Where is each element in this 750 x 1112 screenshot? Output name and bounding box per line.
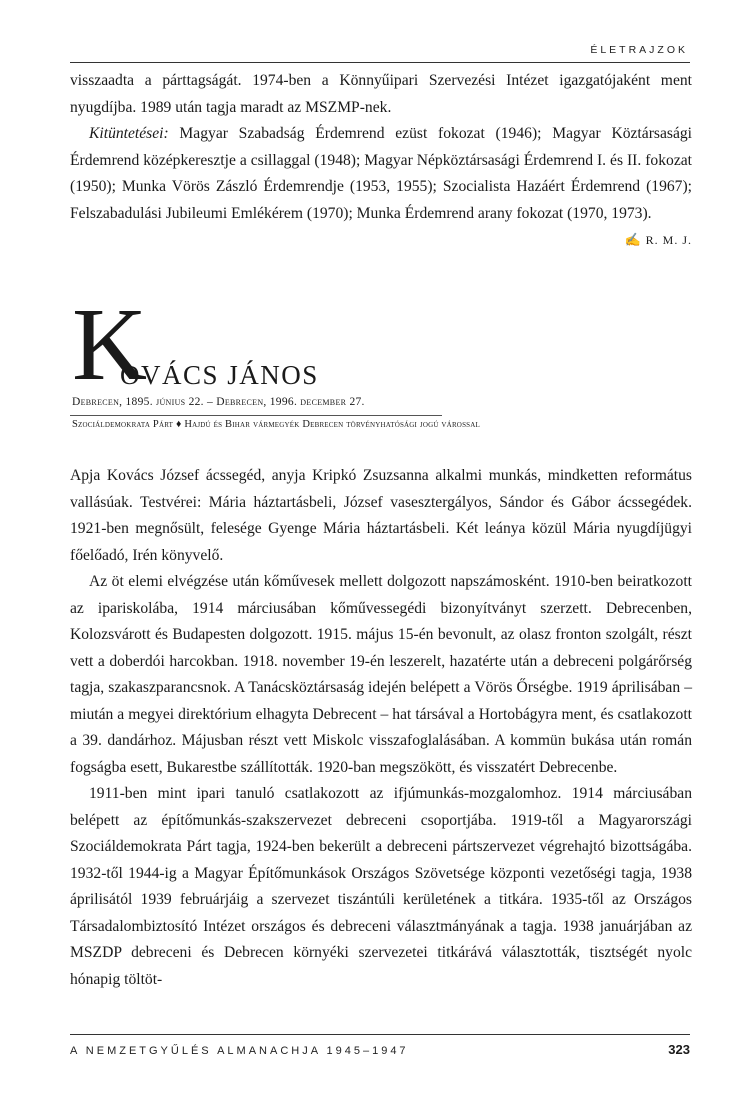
previous-entry-paragraph: visszaadta a párttagságát. 1974-ben a Könnyűipari Szervezési Intézet igazgatójaként ment nyugdíjba. 1989 után tagja maradt az MSZMP-nek. (70, 72, 692, 116)
previous-entry (70, 68, 692, 254)
signature-initials: R. M. J. (645, 233, 692, 247)
pen-writing-icon: ✍ (624, 232, 642, 247)
entry-body (70, 463, 692, 993)
honors-paragraph (70, 121, 692, 247)
body-paragraph-career: Az öt elemi elvégzése után kőművesek mellett dolgozott napszámosként. 1910-ben beiratkozott az ipariskolába, 1914 márciusában kőművessegédi bizonyítványt szerzett. Debrecenben, Kolozsvárott és Budapesten dolgozott. 1915. május 15-én bevonult, az olasz fronton szolgált, részt vett a doberdói harcokban. 1918. november 19-én leszerelt, hazatérte után a debreceni polgárőrség tagja, szakaszparancsnok. A Tanácsköztársaság idején belépett a Vörös Őrségbe. 1919 áprilisában – miután a megyei direktórium elhagyta Debrecent – hat társával a Hortobágyra ment, és csatlakozott a 39. dandárhoz. Májusban részt vett Miskolc visszafoglalásában. A kommün bukása után román fogságba esett, Bukarestbe szállították. 1920-ban megszökött, és visszatért Debrecenbe. (70, 573, 692, 776)
body-paragraph-family: Apja Kovács József ácssegéd, anyja Kripkó Zsuzsanna alkalmi munkás, mindketten református vallásúak. Testvérei: Mária háztartásbeli, József vasesztergályos, Sándor és Gábor ácssegédek. 1921-ben megnősült, felesége Gyenge Mária háztartásbeli. Két leánya közül Mária nyugdíjügyi főelőadó, Irén könyvelő. (70, 467, 692, 564)
footer-rule (70, 1034, 690, 1035)
entry-name: OVÁCS JÁNOS (120, 360, 319, 390)
book-title: A NEMZETGYŰLÉS ALMANACHJA 1945–1947 (70, 1045, 409, 1057)
author-signature (605, 227, 692, 254)
party-constituency: Szociáldemokrata Párt ♦ Hajdú és Bihar vármegyék Debrecen törvényhatósági jogú várossal (72, 419, 480, 430)
body-paragraph-movement: 1911-ben mint ipari tanuló csatlakozott az ifjúmunkás-mozgalomhoz. 1914 márciusában belépett az építőmunkás-szakszervezet debreceni csoportjába. 1919-től a Magyarországi Szociáldemokrata Párt tagja, 1924-ben bekerült a debreceni pártszervezet végrehajtó bizottságába. 1932-től 1944-ig a Magyar Építőmunkások Országos Szövetsége központi vezetőségi tagja, 1938 áprilisától 1939 februárjáig a szervezet tiszántúli kerületének a titkára. 1935-től az Országos Társadalombiztosító Intézet országos és debreceni választmányának a tagja. 1938 januárjában az MSZDP debreceni és Debrecen környéki szervezetei titkárává választották, tisztségét nyolc hónapig töltöt- (70, 785, 692, 988)
dates-rule (70, 415, 442, 416)
birth-death-dates: Debrecen, 1895. június 22. – Debrecen, 1996. december 27. (72, 396, 365, 408)
name-dropcap: K (72, 287, 148, 402)
page-number: 323 (668, 1042, 690, 1057)
header-rule (70, 62, 690, 63)
honors-label: Kitüntetései: (89, 125, 169, 142)
running-head: ÉLETRAJZOK (590, 44, 688, 56)
honors-text: Magyar Szabadság Érdemrend ezüst fokozat (1946); Magyar Köztársasági Érdemrend középkeresztje a csillaggal (1948); Magyar Népköztársasági Érdemrend I. és II. fokozat (1950); Munka Vörös Zászló Érdemrendje (1953, 1955); Szocialista Hazáért Érdemrend (1967); Felszabadulási Jubileumi Emlékérem (1970); Munka Érdemrend arany fokozat (1970, 1973). (70, 125, 692, 222)
